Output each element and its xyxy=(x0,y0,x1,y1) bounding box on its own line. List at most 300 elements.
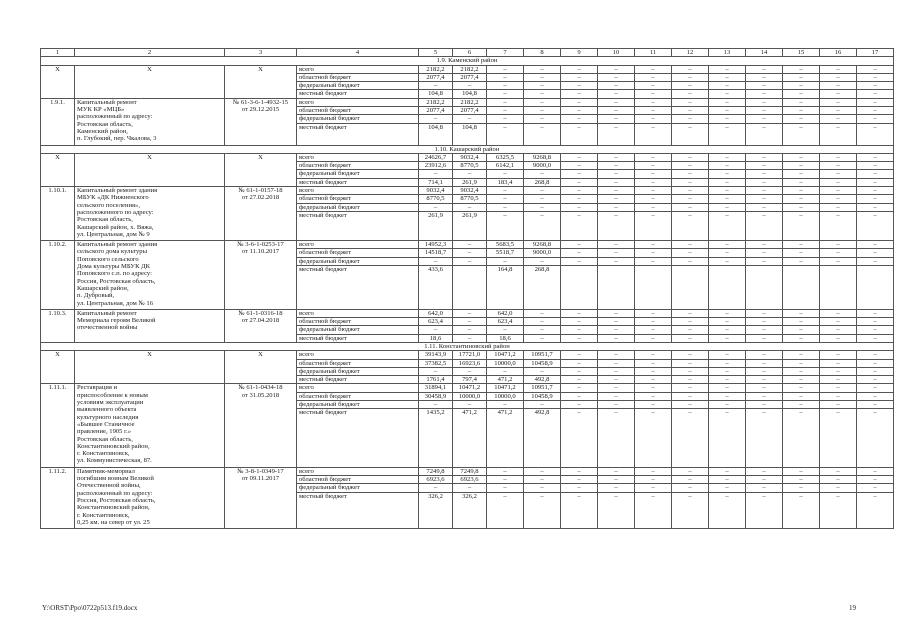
amount-cell: – xyxy=(783,492,820,529)
amount-cell: 7249,8 xyxy=(419,467,453,475)
amount-cell: – xyxy=(598,162,635,170)
amount-cell: – xyxy=(857,409,894,467)
description-line: Капитальный ремонт xyxy=(77,98,137,106)
amount-cell: – xyxy=(672,123,709,145)
amount-cell: – xyxy=(672,115,709,123)
amount-cell: – xyxy=(561,476,598,484)
amount-cell: – xyxy=(672,170,709,178)
funding-source: всего xyxy=(297,187,419,195)
amount-cell: – xyxy=(709,178,746,186)
amount-cell: – xyxy=(820,492,857,529)
amount-cell: – xyxy=(598,318,635,326)
amount-cell: – xyxy=(820,90,857,98)
amount-cell: 261,9 xyxy=(453,211,487,240)
amount-cell: – xyxy=(561,484,598,492)
amount-cell: – xyxy=(857,351,894,359)
document-reference xyxy=(225,309,297,342)
amount-cell: – xyxy=(487,82,524,90)
amount-cell: – xyxy=(857,318,894,326)
amount-cell xyxy=(709,266,746,310)
amount-cell: – xyxy=(820,476,857,484)
amount-cell xyxy=(453,266,487,310)
amount-cell: – xyxy=(561,241,598,249)
amount-cell: 642,0 xyxy=(487,309,524,317)
amount-cell: – xyxy=(635,409,672,467)
amount-cell: – xyxy=(598,367,635,375)
amount-cell xyxy=(598,266,635,310)
amount-cell: 9032,4 xyxy=(453,153,487,161)
amount-cell: – xyxy=(524,476,561,484)
amount-cell: – xyxy=(783,318,820,326)
amount-cell: – xyxy=(635,326,672,334)
amount-cell: – xyxy=(820,334,857,342)
amount-cell: – xyxy=(672,203,709,211)
amount-cell: – xyxy=(709,195,746,203)
amount-cell: – xyxy=(857,484,894,492)
funding-source: областной бюджет xyxy=(297,107,419,115)
amount-cell: – xyxy=(709,98,746,106)
amount-cell: – xyxy=(561,249,598,257)
amount-cell: – xyxy=(672,107,709,115)
amount-cell: – xyxy=(453,170,487,178)
page-number: 19 xyxy=(849,604,856,612)
amount-cell: – xyxy=(783,107,820,115)
amount-cell: – xyxy=(635,98,672,106)
document-line: от 11.10.2017 xyxy=(241,248,280,256)
amount-cell: – xyxy=(672,90,709,98)
description-line: Ростовская область, xyxy=(77,216,133,224)
amount-cell: – xyxy=(524,367,561,375)
amount-cell: – xyxy=(672,476,709,484)
amount-cell: – xyxy=(672,98,709,106)
item-number: 1.10.1. xyxy=(41,187,75,241)
description-line: правление, 1905 г.» xyxy=(77,428,132,436)
funding-source: федеральный бюджет xyxy=(297,401,419,409)
amount-cell: – xyxy=(487,476,524,484)
amount-cell: 2182,2 xyxy=(419,65,453,73)
description-line: Кашарский район, х. Вяжа, xyxy=(77,223,154,231)
amount-cell: – xyxy=(857,107,894,115)
amount-cell: – xyxy=(746,82,783,90)
amount-cell: 6325,5 xyxy=(487,153,524,161)
description-line: расположенный по адресу: xyxy=(77,113,153,121)
amount-cell: – xyxy=(857,401,894,409)
amount-cell: – xyxy=(419,170,453,178)
amount-cell: – xyxy=(672,82,709,90)
amount-cell: – xyxy=(453,367,487,375)
amount-cell: – xyxy=(672,65,709,73)
amount-cell: – xyxy=(857,384,894,392)
amount-cell: – xyxy=(857,73,894,81)
amount-cell: – xyxy=(487,73,524,81)
description-line: приспособление к новым xyxy=(77,391,148,399)
amount-cell: – xyxy=(561,90,598,98)
amount-cell: – xyxy=(857,334,894,342)
amount-cell: – xyxy=(672,334,709,342)
amount-cell: – xyxy=(487,187,524,195)
amount-cell: – xyxy=(820,65,857,73)
amount-cell: – xyxy=(419,401,453,409)
amount-cell: – xyxy=(857,326,894,334)
amount-cell: – xyxy=(783,241,820,249)
amount-cell: – xyxy=(561,409,598,467)
funding-source: областной бюджет xyxy=(297,249,419,257)
amount-cell: – xyxy=(746,170,783,178)
amount-cell: – xyxy=(524,211,561,240)
amount-cell: – xyxy=(524,203,561,211)
amount-cell: – xyxy=(820,211,857,240)
funding-source: областной бюджет xyxy=(297,73,419,81)
amount-cell: – xyxy=(746,153,783,161)
amount-cell: – xyxy=(635,115,672,123)
table-row xyxy=(41,467,894,475)
amount-cell: – xyxy=(709,309,746,317)
amount-cell: – xyxy=(635,257,672,265)
amount-cell: – xyxy=(453,484,487,492)
amount-cell: 6923,6 xyxy=(419,476,453,484)
amount-cell: – xyxy=(635,492,672,529)
amount-cell: – xyxy=(635,123,672,145)
amount-cell: – xyxy=(672,376,709,384)
amount-cell: – xyxy=(598,82,635,90)
amount-cell: – xyxy=(419,115,453,123)
item-number: 1.10.2. xyxy=(41,241,75,310)
column-number: 15 xyxy=(783,49,820,57)
amount-cell: 326,2 xyxy=(453,492,487,529)
funding-source: всего xyxy=(297,153,419,161)
amount-cell: – xyxy=(709,211,746,240)
description-line: Поповского сельского xyxy=(77,255,139,263)
amount-cell: – xyxy=(783,153,820,161)
amount-cell: – xyxy=(598,484,635,492)
document-reference xyxy=(225,384,297,467)
document-line: от 29.12.2015 xyxy=(241,106,280,114)
table-row xyxy=(41,351,894,359)
amount-cell: – xyxy=(746,359,783,367)
amount-cell: 2182,2 xyxy=(419,98,453,106)
amount-cell: 10000,0 xyxy=(487,392,524,400)
amount-cell: – xyxy=(598,90,635,98)
column-number: 17 xyxy=(857,49,894,57)
amount-cell: – xyxy=(598,467,635,475)
amount-cell: – xyxy=(820,249,857,257)
amount-cell: – xyxy=(746,334,783,342)
amount-cell: – xyxy=(709,401,746,409)
funding-source: местный бюджет xyxy=(297,492,419,529)
amount-cell: – xyxy=(635,249,672,257)
amount-cell: – xyxy=(635,351,672,359)
amount-cell: – xyxy=(857,492,894,529)
amount-cell: 268,8 xyxy=(524,178,561,186)
amount-cell: – xyxy=(672,392,709,400)
amount-cell: – xyxy=(598,359,635,367)
amount-cell: – xyxy=(783,195,820,203)
amount-cell: – xyxy=(672,309,709,317)
document-line: № 3-6-1-0253-17 xyxy=(237,241,284,249)
amount-cell: – xyxy=(561,123,598,145)
funding-source: всего xyxy=(297,98,419,106)
description-line: сельского поселения», xyxy=(77,201,140,209)
funding-source: всего xyxy=(297,467,419,475)
amount-cell: – xyxy=(561,65,598,73)
amount-cell: 10458,9 xyxy=(524,359,561,367)
amount-cell: 30458,9 xyxy=(419,392,453,400)
description-line: Ростовская область, xyxy=(77,435,133,443)
amount-cell: – xyxy=(598,203,635,211)
amount-cell: – xyxy=(783,476,820,484)
amount-cell: – xyxy=(487,211,524,240)
amount-cell: – xyxy=(561,257,598,265)
amount-cell: – xyxy=(857,187,894,195)
amount-cell: – xyxy=(857,376,894,384)
amount-cell: – xyxy=(857,392,894,400)
amount-cell: – xyxy=(561,401,598,409)
amount-cell: – xyxy=(820,195,857,203)
funding-source: федеральный бюджет xyxy=(297,82,419,90)
amount-cell: – xyxy=(746,115,783,123)
document-line: X xyxy=(258,153,263,161)
amount-cell: 17721,0 xyxy=(453,351,487,359)
amount-cell: – xyxy=(453,115,487,123)
description-line: Ростовская область, xyxy=(77,120,133,128)
funding-source: областной бюджет xyxy=(297,318,419,326)
amount-cell: – xyxy=(524,401,561,409)
funding-source: федеральный бюджет xyxy=(297,170,419,178)
amount-cell: – xyxy=(635,73,672,81)
amount-cell: – xyxy=(561,367,598,375)
item-description xyxy=(75,65,225,98)
amount-cell: – xyxy=(820,73,857,81)
amount-cell: 9268,8 xyxy=(524,241,561,249)
amount-cell: 37382,5 xyxy=(419,359,453,367)
amount-cell: – xyxy=(857,82,894,90)
amount-cell: – xyxy=(709,467,746,475)
amount-cell: – xyxy=(598,249,635,257)
amount-cell: – xyxy=(709,123,746,145)
amount-cell: – xyxy=(635,65,672,73)
column-number: 3 xyxy=(225,49,297,57)
amount-cell: 9000,0 xyxy=(524,249,561,257)
amount-cell: – xyxy=(524,187,561,195)
amount-cell: – xyxy=(709,409,746,467)
amount-cell: – xyxy=(672,359,709,367)
amount-cell: – xyxy=(635,476,672,484)
funding-source: местный бюджет xyxy=(297,178,419,186)
amount-cell: – xyxy=(598,401,635,409)
amount-cell: – xyxy=(709,334,746,342)
description-line: 0,25 км. на север от ул. 25 xyxy=(77,518,150,526)
section-row xyxy=(41,145,894,153)
amount-cell: – xyxy=(419,82,453,90)
amount-cell: – xyxy=(561,115,598,123)
description-line: сельского дома культуры xyxy=(77,248,148,256)
amount-cell: – xyxy=(524,326,561,334)
amount-cell: – xyxy=(709,241,746,249)
amount-cell: – xyxy=(635,178,672,186)
amount-cell: – xyxy=(561,334,598,342)
amount-cell: – xyxy=(820,392,857,400)
amount-cell: – xyxy=(453,203,487,211)
amount-cell: – xyxy=(598,409,635,467)
amount-cell: – xyxy=(820,153,857,161)
description-line: г. Константиновск, xyxy=(77,450,130,458)
amount-cell: – xyxy=(561,392,598,400)
column-number: 7 xyxy=(487,49,524,57)
amount-cell: – xyxy=(561,73,598,81)
amount-cell: 104,8 xyxy=(419,90,453,98)
amount-cell: 2077,4 xyxy=(453,73,487,81)
amount-cell: – xyxy=(709,351,746,359)
description-line: Отечественной войны, xyxy=(77,482,141,490)
amount-cell: – xyxy=(561,162,598,170)
amount-cell: – xyxy=(746,162,783,170)
amount-cell: – xyxy=(598,115,635,123)
amount-cell: – xyxy=(561,170,598,178)
amount-cell: 9032,4 xyxy=(453,187,487,195)
item-number: 1.11.2. xyxy=(41,467,75,528)
amount-cell: – xyxy=(820,82,857,90)
amount-cell: – xyxy=(746,476,783,484)
amount-cell: – xyxy=(746,90,783,98)
table-row xyxy=(41,384,894,392)
amount-cell: – xyxy=(709,153,746,161)
amount-cell: – xyxy=(419,484,453,492)
amount-cell: 2182,2 xyxy=(453,98,487,106)
amount-cell: – xyxy=(561,492,598,529)
amount-cell: 492,8 xyxy=(524,376,561,384)
amount-cell: 9000,0 xyxy=(524,162,561,170)
amount-cell: – xyxy=(783,484,820,492)
description-line: ул. Центральная, дом № 9 xyxy=(77,230,150,238)
amount-cell: – xyxy=(635,392,672,400)
amount-cell: – xyxy=(746,178,783,186)
amount-cell: – xyxy=(561,203,598,211)
amount-cell: – xyxy=(524,318,561,326)
amount-cell: – xyxy=(709,326,746,334)
section-title: 1.11. Константиновский район xyxy=(41,343,894,351)
amount-cell: – xyxy=(746,187,783,195)
amount-cell: – xyxy=(598,384,635,392)
document-reference xyxy=(225,241,297,310)
amount-cell: – xyxy=(453,249,487,257)
document-line: от 27.04.2018 xyxy=(241,317,280,325)
column-number: 12 xyxy=(672,49,709,57)
amount-cell: – xyxy=(453,257,487,265)
amount-cell: – xyxy=(783,187,820,195)
amount-cell: – xyxy=(857,98,894,106)
amount-cell: – xyxy=(783,376,820,384)
amount-cell: – xyxy=(820,367,857,375)
amount-cell: – xyxy=(746,367,783,375)
amount-cell: – xyxy=(598,107,635,115)
amount-cell: – xyxy=(598,195,635,203)
amount-cell: – xyxy=(524,123,561,145)
amount-cell: 104,8 xyxy=(453,123,487,145)
amount-cell xyxy=(783,266,820,310)
amount-cell: – xyxy=(783,401,820,409)
amount-cell: – xyxy=(561,178,598,186)
funding-source: областной бюджет xyxy=(297,162,419,170)
amount-cell: – xyxy=(561,359,598,367)
amount-cell: – xyxy=(598,178,635,186)
amount-cell: – xyxy=(635,309,672,317)
amount-cell xyxy=(820,266,857,310)
amount-cell: – xyxy=(783,82,820,90)
description-line: г. Константиновск, xyxy=(77,511,130,519)
amount-cell: – xyxy=(635,241,672,249)
amount-cell: – xyxy=(746,98,783,106)
amount-cell: 104,8 xyxy=(453,90,487,98)
amount-cell: – xyxy=(746,249,783,257)
amount-cell: – xyxy=(487,257,524,265)
amount-cell: – xyxy=(561,195,598,203)
amount-cell: – xyxy=(561,309,598,317)
document-line: № 61-1-0157-18 xyxy=(238,187,283,195)
funding-source: областной бюджет xyxy=(297,476,419,484)
amount-cell: – xyxy=(820,241,857,249)
amount-cell: – xyxy=(857,467,894,475)
amount-cell: – xyxy=(820,351,857,359)
amount-cell: 797,4 xyxy=(453,376,487,384)
amount-cell: – xyxy=(598,98,635,106)
amount-cell: – xyxy=(524,334,561,342)
amount-cell: – xyxy=(783,309,820,317)
amount-cell: – xyxy=(561,326,598,334)
amount-cell: – xyxy=(524,484,561,492)
item-number: 1.9.1. xyxy=(41,98,75,145)
amount-cell: – xyxy=(709,187,746,195)
amount-cell: – xyxy=(746,73,783,81)
item-description xyxy=(75,467,225,528)
amount-cell: – xyxy=(709,367,746,375)
amount-cell: 326,2 xyxy=(419,492,453,529)
amount-cell: – xyxy=(672,178,709,186)
amount-cell: – xyxy=(487,65,524,73)
document-line: № 61-1-0316-18 xyxy=(238,309,283,317)
amount-cell: – xyxy=(783,409,820,467)
description-line: выявленного объекта xyxy=(77,406,137,414)
amount-cell: – xyxy=(672,162,709,170)
description-line: Памятник-мемориал xyxy=(77,467,135,475)
amount-cell: 10951,7 xyxy=(524,384,561,392)
amount-cell: – xyxy=(783,351,820,359)
amount-cell: – xyxy=(709,203,746,211)
amount-cell: – xyxy=(635,318,672,326)
description-line: п. Глубокий, пер. Чкалова, 3 xyxy=(77,135,157,143)
amount-cell xyxy=(561,266,598,310)
description-line: Капитальный ремонт здания xyxy=(77,187,158,195)
funding-source: областной бюджет xyxy=(297,392,419,400)
item-description xyxy=(75,187,225,241)
amount-cell: – xyxy=(487,467,524,475)
description-line: расположенного по адресу: xyxy=(77,208,154,216)
amount-cell: – xyxy=(524,90,561,98)
amount-cell: – xyxy=(635,187,672,195)
amount-cell: – xyxy=(487,107,524,115)
funding-source: местный бюджет xyxy=(297,334,419,342)
amount-cell: – xyxy=(598,326,635,334)
document-reference xyxy=(225,153,297,186)
description-line: Капитальный ремонт здания xyxy=(77,241,158,249)
amount-cell: 39143,9 xyxy=(419,351,453,359)
document-line: от 09.11.2017 xyxy=(241,475,280,483)
document-reference xyxy=(225,351,297,384)
funding-source: федеральный бюджет xyxy=(297,367,419,375)
amount-cell: – xyxy=(783,178,820,186)
amount-cell: – xyxy=(820,170,857,178)
amount-cell: – xyxy=(820,359,857,367)
amount-cell: – xyxy=(820,484,857,492)
